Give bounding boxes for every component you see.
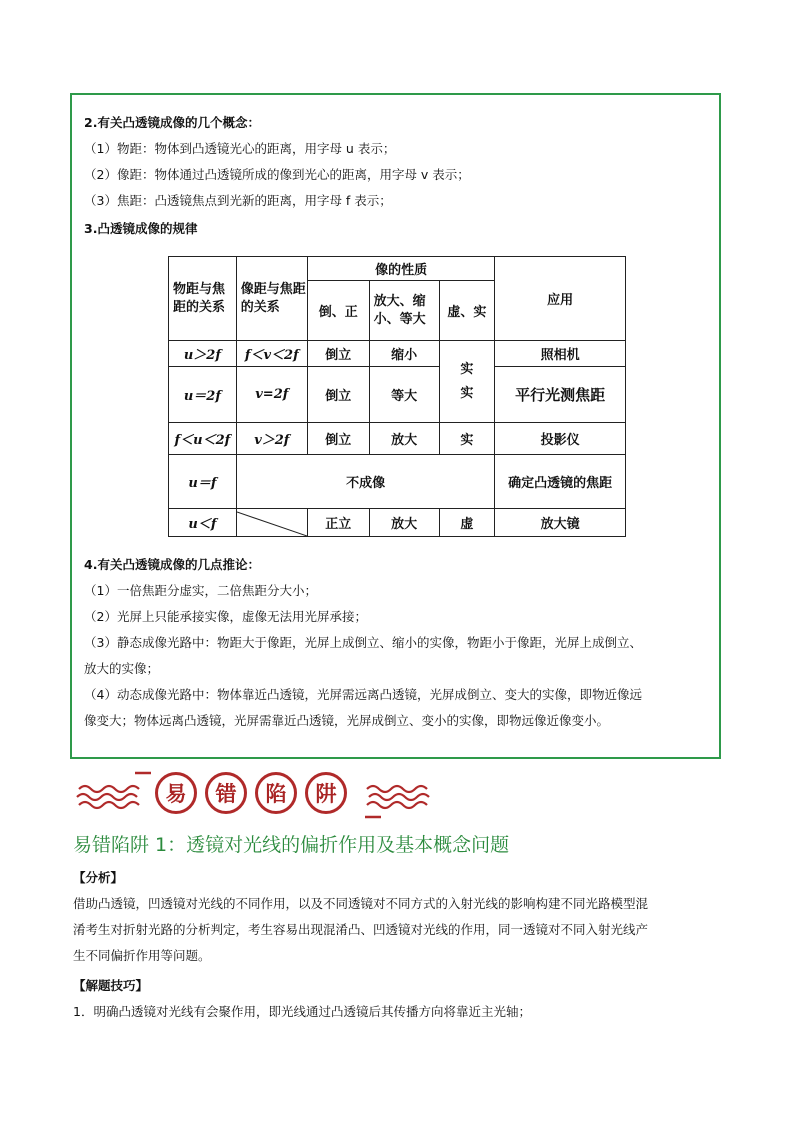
- concept-item: （1）物距：物体到凸透镜光心的距离，用字母 u 表示；: [84, 141, 396, 156]
- cell-orientation: 倒立: [307, 423, 369, 455]
- concept-box: [70, 93, 721, 759]
- cell-application: 投影仪: [495, 423, 626, 455]
- header-real-virtual: 虚、实: [439, 281, 495, 341]
- error-trap-banner: [75, 767, 435, 823]
- banner-char: 易: [155, 772, 197, 814]
- cell-size: 放大: [369, 509, 439, 537]
- cell-u: u＝2f: [169, 367, 237, 423]
- cell-diagonal: [236, 509, 307, 537]
- header-size: 放大、缩小、等大: [369, 281, 439, 341]
- cell-orientation: 倒立: [307, 367, 369, 423]
- trap-heading: 易错陷阱 1：透镜对光线的偏折作用及基本概念问题: [73, 834, 510, 856]
- concept-item: （2）像距：物体通过凸透镜所成的像到光心的距离，用字母 v 表示；: [84, 167, 470, 182]
- cell-real: 实: [439, 423, 495, 455]
- diagonal-line: [237, 510, 307, 536]
- analysis-line: 淆考生对折射光路的分析判定，考生容易出现混淆凸、凹透镜对光线的作用，同一透镜对不同入射光线产: [73, 922, 649, 937]
- cell-real: 虚: [439, 509, 495, 537]
- cell-real-bottom: 实: [460, 385, 474, 401]
- cell-no-image: 不成像: [236, 455, 495, 509]
- cell-size: 等大: [369, 367, 439, 423]
- analysis-line: 生不同偏折作用等问题。: [73, 948, 211, 963]
- header-orientation: 倒、正: [307, 281, 369, 341]
- section-3-title: 3.凸透镜成像的规律: [84, 221, 198, 236]
- cell-v: v=2f: [236, 367, 307, 423]
- cell-application: 平行光测焦距: [495, 367, 626, 423]
- cell-real-top: 实: [460, 361, 474, 377]
- cell-u: f＜u＜2f: [169, 423, 237, 455]
- tips-label: 【解题技巧】: [73, 978, 149, 993]
- analysis-line: 借助凸透镜，凹透镜对光线的不同作用，以及不同透镜对不同方式的入射光线的影响构建不同光路模型混: [73, 896, 649, 911]
- cell-u: u＝f: [169, 455, 237, 509]
- cell-application: 放大镜: [495, 509, 626, 537]
- banner-char: 陷: [255, 772, 297, 814]
- tips-line: 1．明确凸透镜对光线有会聚作用，即光线通过凸透镜后其传播方向将靠近主光轴；: [73, 1004, 531, 1019]
- cell-application: 确定凸透镜的焦距: [495, 455, 626, 509]
- cell-u: u＞2f: [169, 341, 237, 367]
- header-image-nature: 像的性质: [307, 257, 495, 281]
- header-object-distance: 物距与焦距的关系: [169, 257, 237, 341]
- header-application: 应用: [495, 257, 626, 341]
- inference-line: （1）一倍焦距分虚实，二倍焦距分大小；: [84, 583, 317, 598]
- inference-line: 像变大；物体远离凸透镜，光屏需靠近凸透镜，光屏成倒立、变小的实像，即物远像近像变小。: [84, 713, 610, 728]
- inference-line: （2）光屏上只能承接实像，虚像无法用光屏承接；: [84, 609, 367, 624]
- cell-orientation: 正立: [307, 509, 369, 537]
- cell-v: f＜v＜2f: [236, 341, 307, 367]
- cell-size: 缩小: [369, 341, 439, 367]
- inference-line: 放大的实像；: [84, 661, 160, 676]
- analysis-label: 【分析】: [73, 870, 124, 885]
- banner-char: 错: [205, 772, 247, 814]
- cell-orientation: 倒立: [307, 341, 369, 367]
- concept-item: （3）焦距：凸透镜焦点到光新的距离，用字母 f 表示；: [84, 193, 392, 208]
- cell-application: 照相机: [495, 341, 626, 367]
- imaging-rules-table: [168, 256, 626, 537]
- section-2-title: 2.有关凸透镜成像的几个概念：: [84, 115, 260, 130]
- cell-size: 放大: [369, 423, 439, 455]
- cell-real-merged: [439, 341, 495, 423]
- banner-char: 阱: [305, 772, 347, 814]
- inference-line: （4）动态成像光路中：物体靠近凸透镜，光屏需远离凸透镜，光屏成倒立、变大的实像，即物近像远: [84, 687, 642, 702]
- cell-v: v＞2f: [236, 423, 307, 455]
- section-4-title: 4.有关凸透镜成像的几点推论：: [84, 557, 260, 572]
- header-image-distance: 像距与焦距的关系: [236, 257, 307, 341]
- cell-u: u＜f: [169, 509, 237, 537]
- inference-line: （3）静态成像光路中：物距大于像距，光屏上成倒立、缩小的实像，物距小于像距，光屏上成倒立、: [84, 635, 642, 650]
